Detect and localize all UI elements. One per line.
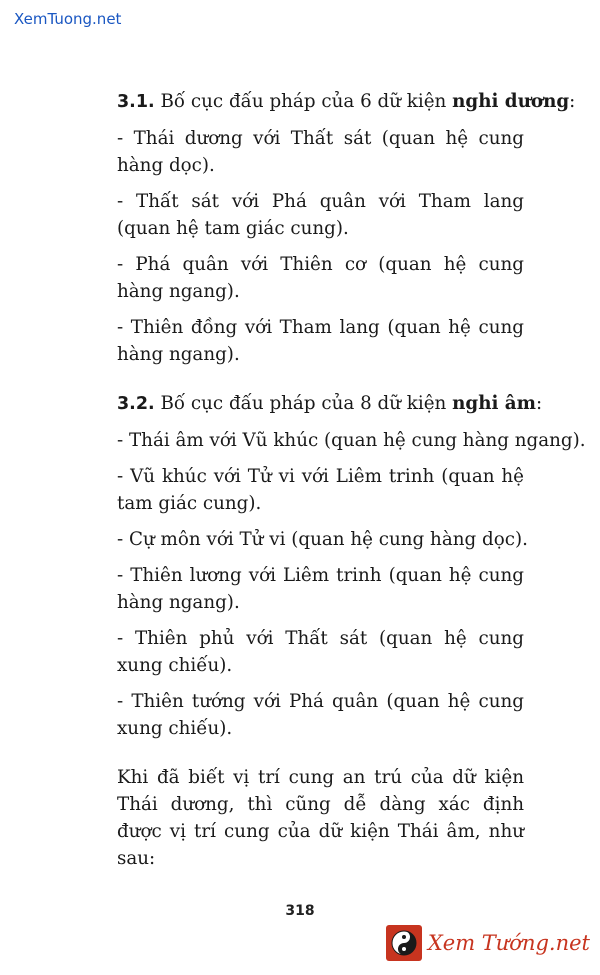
- section-title-end: :: [536, 393, 543, 414]
- list-item: - Cự môn với Tử vi (quan hệ cung hàng dọc).: [117, 529, 528, 550]
- section-title-end: :: [569, 91, 576, 112]
- section-number: 3.2.: [117, 394, 155, 414]
- site-label: XemTuong.net: [14, 10, 122, 28]
- section-title-lead: Bố cục đấu pháp của 8 dữ kiện: [160, 393, 453, 414]
- list-item: - Vũ khúc với Tử vi với Liêm trinh (quan hệ tam giác cung).: [117, 466, 524, 514]
- section-heading-3-2: [117, 390, 543, 418]
- closing-paragraph: Khi đã biết vị trí cung an trú của dữ kiện Thái dương, thì cũng dễ dàng xác định được vị trí cung của dữ kiện Thái âm, như sau:: [117, 767, 524, 869]
- page-number: 318: [285, 903, 315, 919]
- page-body: [117, 88, 586, 872]
- list-item: - Thiên đồng với Tham lang (quan hệ cung hàng ngang).: [117, 317, 524, 365]
- list-item: - Thất sát với Phá quân với Tham lang (quan hệ tam giác cung).: [117, 191, 524, 239]
- list-item: - Thiên tướng với Phá quân (quan hệ cung xung chiếu).: [117, 691, 524, 739]
- list-item: - Phá quân với Thiên cơ (quan hệ cung hàng ngang).: [117, 254, 524, 302]
- list-item: - Thiên lương với Liêm trinh (quan hệ cung hàng ngang).: [117, 565, 524, 613]
- list-item: - Thái dương với Thất sát (quan hệ cung hàng dọc).: [117, 128, 524, 176]
- list-item: - Thiên phủ với Thất sát (quan hệ cung xung chiếu).: [117, 628, 524, 676]
- yin-yang-icon: [386, 925, 422, 961]
- section-number: 3.1.: [117, 92, 155, 112]
- section-heading-3-1: [117, 88, 576, 116]
- section-title-bold: nghi dương: [452, 91, 570, 112]
- section-title-bold: nghi âm: [452, 393, 536, 414]
- watermark-text: Xem Tướng.net: [427, 931, 590, 955]
- list-item: - Thái âm với Vũ khúc (quan hệ cung hàng ngang).: [117, 430, 586, 451]
- section-title-lead: Bố cục đấu pháp của 6 dữ kiện: [160, 91, 453, 112]
- watermark-logo: [386, 925, 590, 961]
